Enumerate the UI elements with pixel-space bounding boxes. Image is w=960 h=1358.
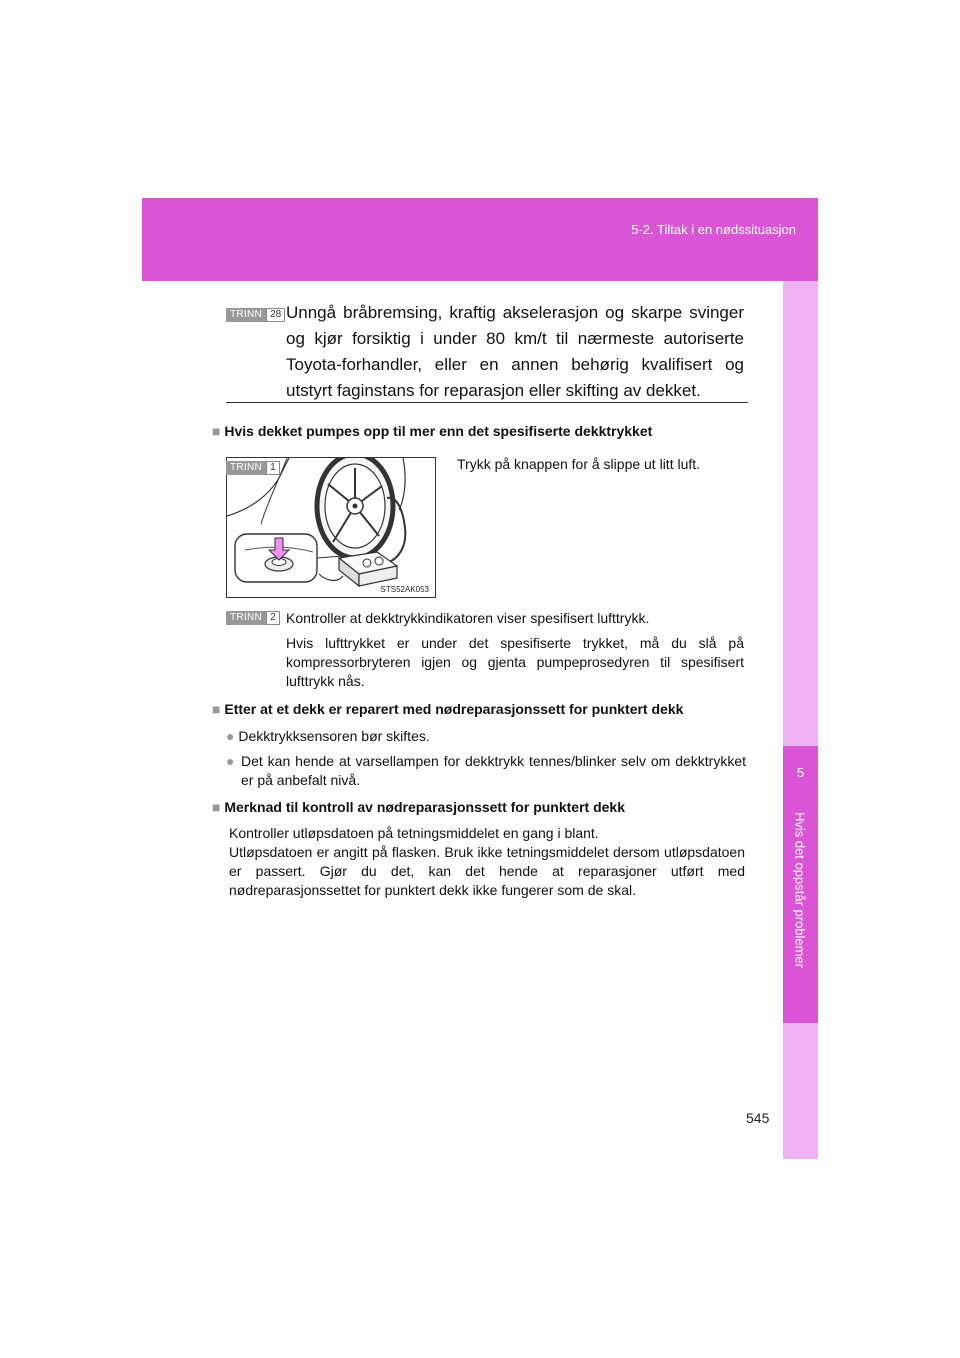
section-3-line-1: Kontroller utløpsdatoen på tetningsmiddelet en gang i blant. [229,825,599,841]
step-1-text: Trykk på knappen for å slippe ut litt luft. [457,456,701,472]
step-2-note: Hvis lufttrykket er under det spesifiserte trykket, må du slå på kompressorbryteren igjen og gjenta pumpeprosedyren til spesifisert lufttrykk nås. [286,635,744,689]
figure-code: STS52AK053 [380,585,429,594]
sidebar-tab [783,281,818,1159]
step-badge-2: TRINN 2 [226,611,280,625]
page-header [142,198,818,281]
tire-compressor-illustration [227,458,435,597]
step-28-text: Unngå bråbremsing, kraftig akselerasjon og skarpe svinger og kjør forsiktig i under 80 km/t til nærmeste autoriserte Toyota-forhandler, eller en annen behørig kvalifisert og utstyrt faginstans for reparasjon eller skifting av dekket. [286,303,744,400]
list-item: ● Dekktrykksensoren bør skiftes. [226,728,430,744]
section-heading-2: ■ Etter at et dekk er reparert med nødreparasjonssett for punktert dekk [212,701,684,717]
section-heading-3: ■ Merknad til kontroll av nødreparasjonssett for punktert dekk [212,799,625,815]
chapter-title: Hvis det oppstår problemer [792,811,808,969]
step-badge-1: TRINN 1 [226,461,280,475]
section-3-paragraph: Utløpsdatoen er angitt på flasken. Bruk ikke tetningsmiddelet dersom utløpsdatoen er passert. Gjør du det, kan det hende at reparasjoner utført med nødreparasjonssettet for punktert dekk ikke fungerer som de skal. [229,844,745,898]
page-number: 545 [746,1110,770,1126]
list-item: ● Det kan hende at varsellampen for dekktrykk tennes/blinker selv om dekktrykket er på anbefalt nivå. [226,753,746,788]
section-title: 5-2. Tiltak i en nødssituasjon [631,222,796,237]
divider [226,402,748,403]
step-2-text: Kontroller at dekktrykkindikatoren viser spesifisert lufttrykk. [286,610,650,626]
step-badge-28: TRINN 28 [226,308,285,322]
chapter-number: 5 [796,765,805,780]
section-heading-1: ■ Hvis dekket pumpes opp til mer enn det spesifiserte dekktrykket [212,423,653,439]
figure-compressor [226,457,436,598]
